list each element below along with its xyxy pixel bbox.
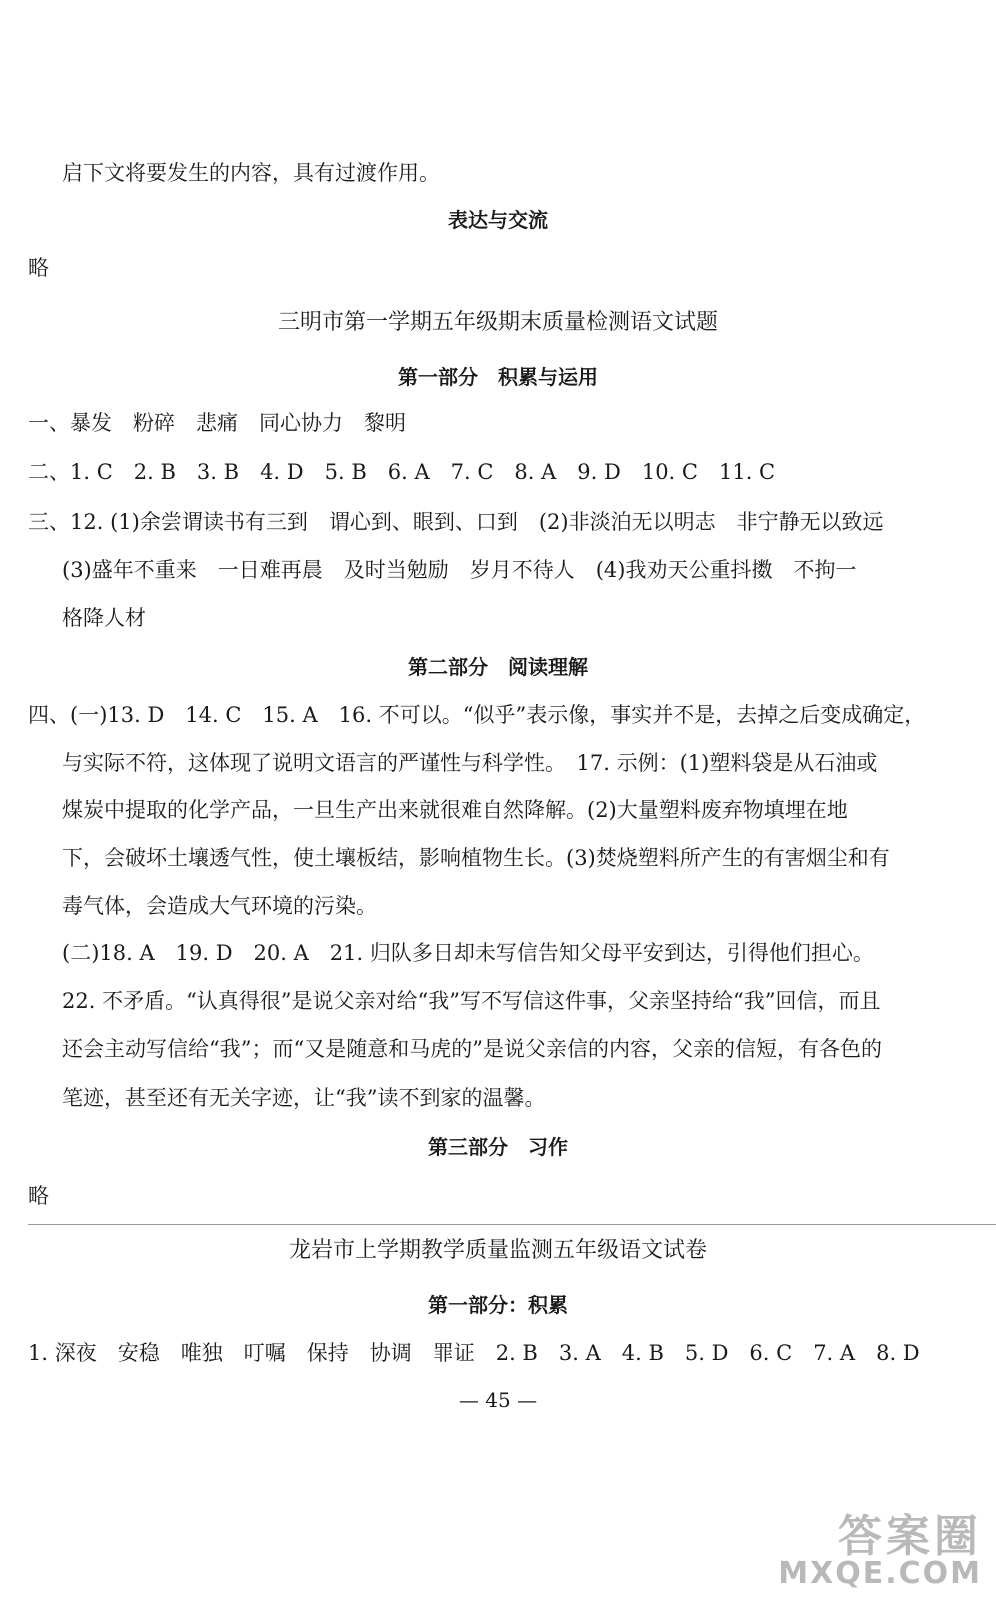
answer-line: 下，会破坏土壤透气性，使土壤板结，影响植物生长。(3)焚烧塑料所产生的有害烟尘和有 xyxy=(62,846,890,870)
answer-line: (二)18. A 19. D 20. A 21. 归队多日却未写信告知父母平安到达，引得他们担心。 xyxy=(62,941,874,965)
answer-line: 煤炭中提取的化学产品，一旦生产出来就很难自然降解。(2)大量塑料废弃物填埋在地 xyxy=(62,798,848,822)
answer-line: 四、(一)13. D 14. C 15. A 16. 不可以。“似乎”表示像，事实并不是，去掉之后变成确定， xyxy=(28,703,926,727)
answer-line: 笔迹，甚至还有无关字迹，让“我”读不到家的温馨。 xyxy=(62,1086,546,1110)
text-line: 略 xyxy=(28,256,49,280)
watermark-url: MXQE.COM xyxy=(778,1556,982,1591)
divider xyxy=(28,1224,996,1225)
text-line: 启下文将要发生的内容，具有过渡作用。 xyxy=(62,161,440,185)
page-number: — 45 — xyxy=(458,1388,538,1412)
answer-line: 格降人材 xyxy=(62,606,146,630)
text-line: 略 xyxy=(28,1184,49,1208)
answer-line: 22. 不矛盾。“认真得很”是说父亲对给“我”写不写信这件事，父亲坚持给“我”回信，而且 xyxy=(62,989,881,1013)
exam-title: 龙岩市上学期教学质量监测五年级语文试卷 xyxy=(288,1238,707,1263)
answer-line: 毒气体，会造成大气环境的污染。 xyxy=(62,894,377,918)
section-heading: 第二部分 阅读理解 xyxy=(408,655,588,679)
answer-line: 二、1. C 2. B 3. B 4. D 5. B 6. A 7. C 8. A 9. D 10. C 11. C xyxy=(28,460,776,484)
answer-line: 1. 深夜 安稳 唯独 叮嘱 保持 协调 罪证 2. B 3. A 4. B 5. D 6. C 7. A 8. D xyxy=(28,1341,920,1365)
section-heading: 第一部分：积累 xyxy=(428,1293,568,1317)
watermark-logo: 答案圈 xyxy=(838,1511,982,1562)
section-heading: 第三部分 习作 xyxy=(428,1135,568,1159)
answer-line: (3)盛年不重来 一日难再晨 及时当勉励 岁月不待人 (4)我劝天公重抖擞 不拘一 xyxy=(62,558,857,582)
section-heading: 第一部分 积累与运用 xyxy=(398,365,598,389)
section-heading: 表达与交流 xyxy=(448,208,548,232)
answer-line: 还会主动写信给“我”；而“又是随意和马虎的”是说父亲信的内容，父亲的信短，有各色的 xyxy=(62,1037,882,1061)
answer-line: 一、暴发 粉碎 悲痛 同心协力 黎明 xyxy=(28,411,406,435)
exam-title: 三明市第一学期五年级期末质量检测语文试题 xyxy=(277,310,718,335)
answer-line: 三、12. (1)余尝谓读书有三到 谓心到、眼到、口到 (2)非淡泊无以明志 非宁静无以致远 xyxy=(28,510,884,534)
answer-line: 与实际不符，这体现了说明文语言的严谨性与科学性。 17. 示例：(1)塑料袋是从石油或 xyxy=(62,751,878,775)
